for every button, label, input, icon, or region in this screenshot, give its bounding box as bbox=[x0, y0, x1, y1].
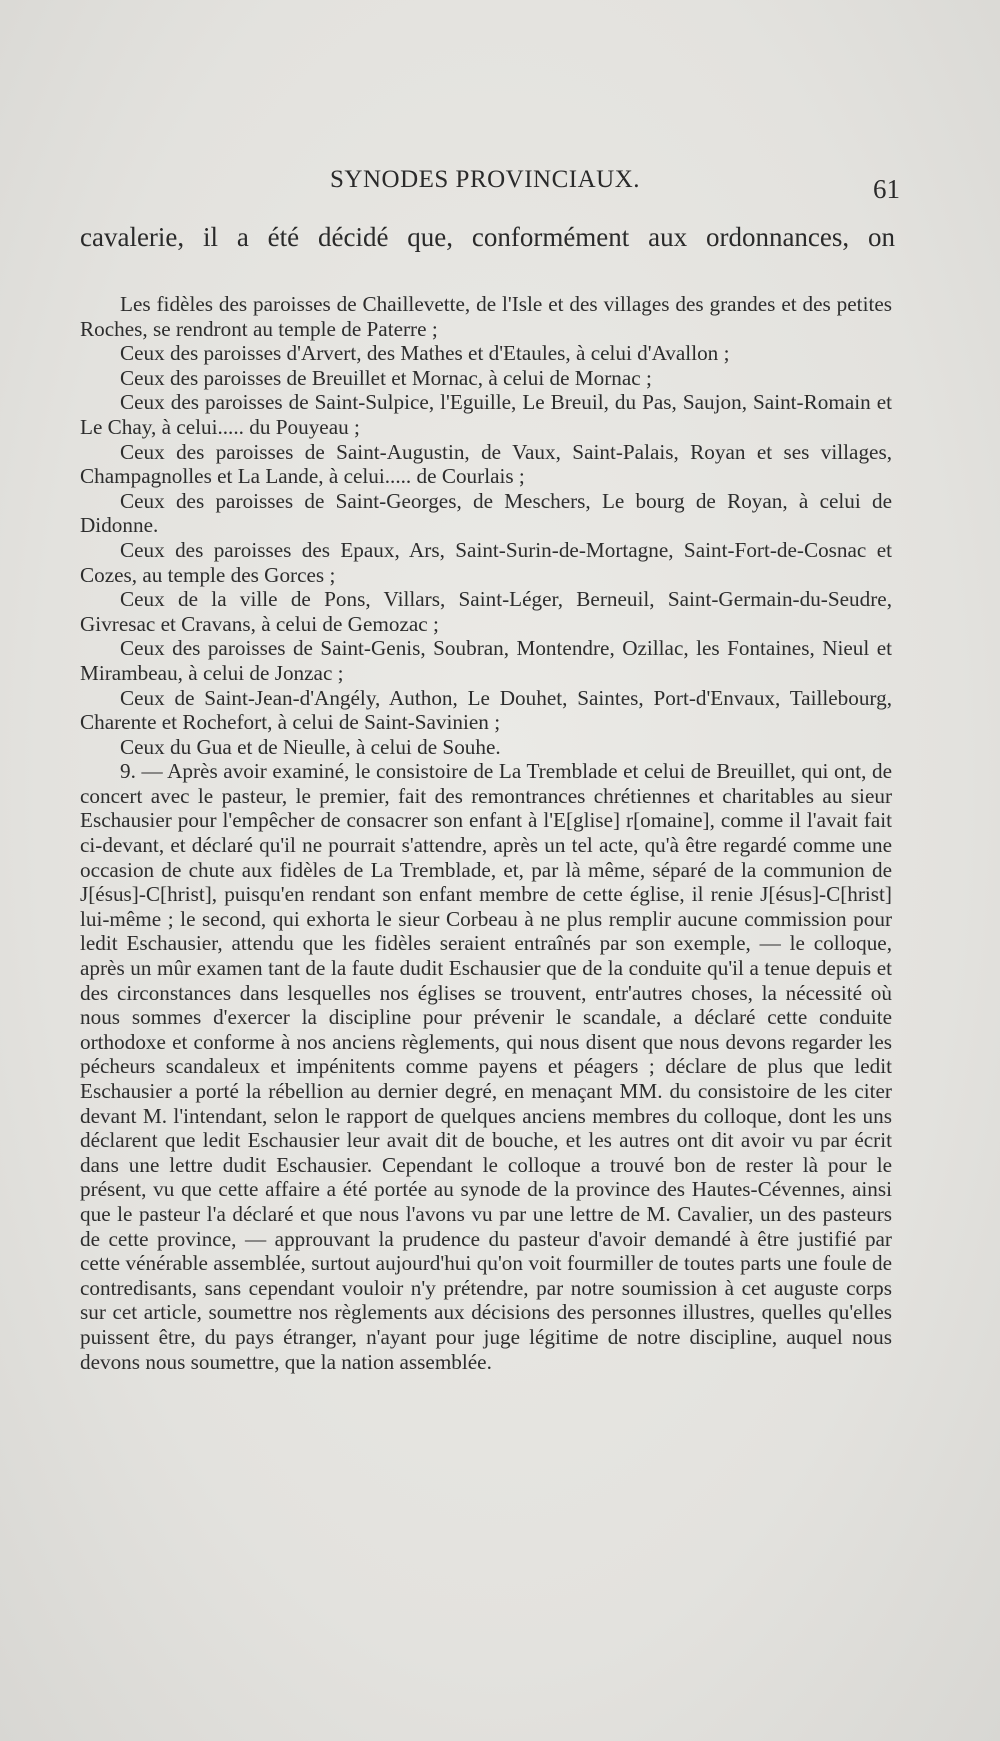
paragraph-article-9: 9. — Après avoir examiné, le consistoire de La Tremblade et celui de Breuillet, qui ont, de concert avec le pasteur, le premier, fait des remontrances chrétiennes et charitables au sieur Eschausier pour l'empêcher de consacrer son enfant à l'E[glise] r[omaine], comme il l'avait fait ci-devant, et déclaré qu'il ne pourrait s'attendre, après un tel acte, qu'à être regardé comme une occasion de chute aux fidèles de La Tremblade, et, par là même, séparé de la communion de J[ésus]-C[hrist], puisqu'en rendant son enfant membre de cette église, il renie J[ésus]-C[hrist] lui-même ; le second, qui exhorta le sieur Corbeau à ne plus remplir aucune commission pour ledit Eschausier, attendu que les fidèles seraient entraînés par son exemple, — le colloque, après un mûr examen tant de la faute dudit Eschausier que de la conduite qu'il a tenue depuis et des circonstances dans lesquelles nos églises se trouvent, entr'autres choses, la nécessité où nous sommes d'exercer la discipline pour prévenir le scandale, a déclaré cette conduite orthodoxe et conforme à nos anciens règlements, qui nous disent que nous devons regarder les pécheurs scandaleux et impénitents comme payens et péagers ; déclare de plus que ledit Eschausier a porté la rébellion au dernier degré, en menaçant MM. du consistoire de les citer devant M. l'intendant, selon le rapport de quelques anciens membres du colloque, dont les uns déclarent que ledit Eschausier leur avait dit de bouche, et les autres ont dit avoir vu par écrit dans une lettre dudit Eschausier. Cependant le colloque a trouvé bon de rester là pour le présent, vu que cette affaire a été portée au synode de la province des Hautes-Cévennes, ainsi que le pasteur l'a déclaré et que nous l'avons vu par une lettre de M. Cavalier, un des pasteurs de cette province, — approuvant la prudence du pasteur d'avoir demandé à être justifié par cette vénérable assemblée, surtout aujourd'hui qu'on voit fourmiller de toutes parts une foule de contredisants, sans cependant vouloir n'y prétendre, par notre soumission à cet auguste corps sur cet article, soumettre nos règlements aux décisions des personnes illustres, quelles qu'elles puissent être, du pays étranger, n'ayant pour juge légitime de notre discipline, auquel nous devons nous soumettre, que la nation assemblée. bbox=[80, 759, 892, 1374]
page-number: 61 bbox=[873, 174, 900, 204]
continued-line: cavalerie, il a été décidé que, conformément aux ordonnances, on bbox=[80, 222, 895, 252]
paragraph: Les fidèles des paroisses de Chaillevette, de l'Isle et des villages des grandes et des petites Roches, se rendront au temple de Paterre ; bbox=[80, 292, 892, 341]
paragraph: Ceux des paroisses de Saint-Genis, Soubran, Montendre, Ozillac, les Fontaines, Nieul et Mirambeau, à celui de Jonzac ; bbox=[80, 636, 892, 685]
paragraph: Ceux des paroisses de Saint-Georges, de Meschers, Le bourg de Royan, à celui de Didonne. bbox=[80, 488, 892, 538]
running-head bbox=[80, 160, 910, 204]
body-text bbox=[80, 292, 892, 1374]
paragraph: Ceux des paroisses de Saint-Augustin, de Vaux, Saint-Palais, Royan et ses villages, Champagnolles et La Lande, à celui..... de Courlais ; bbox=[80, 439, 892, 489]
paragraph: Ceux des paroisses d'Arvert, des Mathes et d'Etaules, à celui d'Avallon ; bbox=[120, 341, 730, 366]
paragraph: Ceux des paroisses des Epaux, Ars, Saint-Surin-de-Mortagne, Saint-Fort-de-Cosnac et Cozes, au temple des Gorces ; bbox=[80, 537, 892, 587]
paragraph: Ceux des paroisses de Saint-Sulpice, l'Eguille, Le Breuil, du Pas, Saujon, Saint-Romain et Le Chay, à celui..... du Pouyeau ; bbox=[80, 390, 892, 439]
paragraph: Ceux de Saint-Jean-d'Angély, Authon, Le Douhet, Saintes, Port-d'Envaux, Taillebourg, Charente et Rochefort, à celui de Saint-Savinien ; bbox=[80, 685, 892, 735]
running-title: SYNODES PROVINCIAUX. bbox=[330, 166, 641, 193]
paragraph: Ceux des paroisses de Breuillet et Mornac, à celui de Mornac ; bbox=[120, 365, 652, 390]
paragraph: Ceux de la ville de Pons, Villars, Saint-Léger, Berneuil, Saint-Germain-du-Seudre, Givresac et Cravans, à celui de Gemozac ; bbox=[80, 587, 892, 636]
paragraph: Ceux du Gua et de Nieulle, à celui de Souhe. bbox=[120, 734, 501, 759]
